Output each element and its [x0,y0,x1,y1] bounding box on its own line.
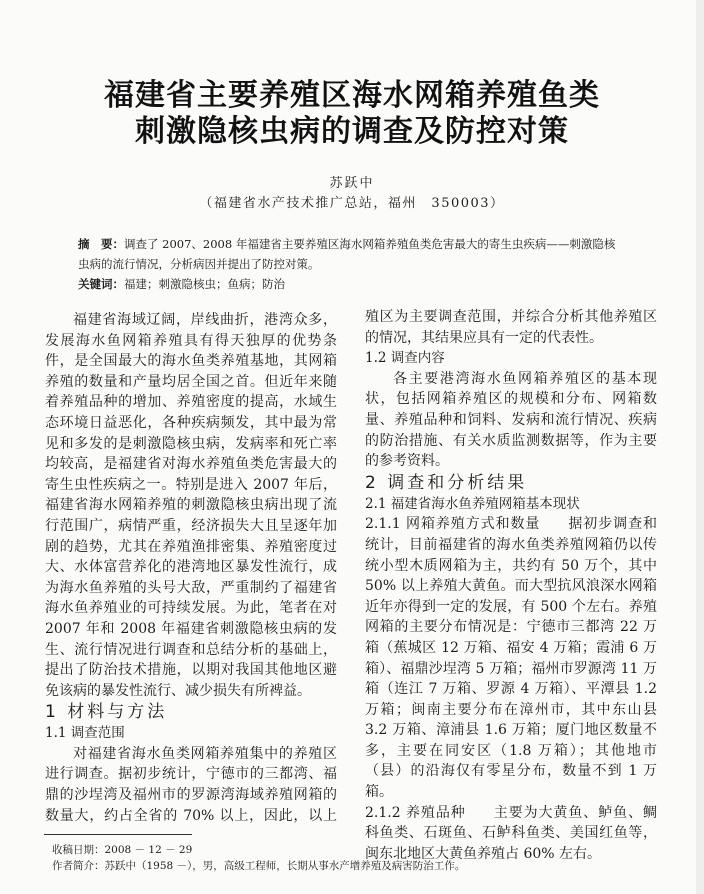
section-1-2-heading: 1.2 调查内容 [365,350,445,367]
section-2-1-heading: 2.1 福建省海水鱼养殖网箱基本现状 [365,495,580,512]
section-2-1-1-paragraph [365,514,657,802]
right-column [365,307,657,864]
abstract-text-1: 调查了 2007、2008 年福建省主要养殖区海水网箱养殖鱼类危害最大的寄生虫疾病——刺激隐核 [124,237,616,251]
section-2-1-1-label: 2.1.1 网箱养殖方式和数量 [365,516,541,533]
abstract-line-1 [78,234,638,254]
left-column [45,310,337,826]
footnote-divider [44,834,192,835]
section-1-1-text: 对福建省海水鱼类网箱养殖集中的养殖区进行调查。据初步统计，宁德市的三都湾、福鼎的沙埕湾及福州市的罗源湾海域养殖网箱的数量大，约占全省的 70% 以上，因此，以上 [45,745,337,824]
author-name: 苏跃中 [329,176,375,191]
abstract-label: 摘 要： [78,237,124,251]
footnote-received-date: 收稿日期：2008 － 12 － 29 [52,844,193,856]
title-line-1: 福建省主要养殖区海水网箱养殖鱼类 [104,78,600,113]
section-2-heading: 2 调查和分析结果 [365,472,528,493]
abstract-line-2 [78,254,638,274]
abstract-text-2: 虫病的流行情况，分析病因并提出了防控对策。 [78,257,320,271]
keywords-text: 福建；刺激隐核虫；鱼病；防治 [124,277,285,291]
section-2-1-2-label: 2.1.2 养殖品种 [365,804,466,821]
section-2-1-1-text: 据初步调查和统计，目前福建省的海水鱼类养殖网箱仍以传统小型木质网箱为主，共约有 50 万个，其中 50% 以上养殖大黄鱼。而大型抗风浪深水网箱近年亦得到一定的发展，有 500 个左右。养殖网箱的主要分布情况是：宁德市三都湾 22 万箱（蕉城区 12 万箱、福安 4 万箱；霞浦 6 万箱）、福鼎沙埕湾 5 万箱；福州市罗源湾 11 万箱（连江 7 万箱、罗源 4 万箱）、平潭县 1.2 万箱；闽南主要分布在漳州市，其中东山县 3.2 万箱、漳浦县 1.6 万箱；厦门地区数量不多，主要在同安区（1.8 万箱）；其他地市（县）的沿海仅有零星分布，数量不到 1 万箱。 [365,516,657,801]
keywords-label: 关键词： [78,277,124,291]
section-1-1-heading: 1.1 调查范围 [45,725,125,742]
title-line-2: 刺激隐核虫病的调查及防控对策 [135,114,569,149]
keywords-line [78,274,638,294]
section-2-1-2-paragraph [365,803,657,865]
section-1-2-text: 各主要港湾海水鱼网箱养殖区的基本现状，包括网箱养殖区的规模和分布、网箱数量、养殖品种和饲料、发病和流行情况、疾病的防治措施、有关水质监测数据等，作为主要的参考资料。 [365,370,657,470]
section-2-1-2-text: 主要为大黄鱼、鲈鱼、鲷科鱼类、石斑鱼、石鲈科鱼类、美国红鱼等，闽东北地区大黄鱼养殖占 60% 左右。 [365,804,657,862]
author-affiliation: （福建省水产技术推广总站，福州 350003） [199,196,505,211]
intro-paragraph: 福建省海域辽阔，岸线曲折，港湾众多，发展海水鱼网箱养殖具有得天独厚的优势条件，是全国最大的海水鱼类养殖基地，其网箱养殖的数量和产量均居全国之首。但近年来随着养殖品种的增加、养殖密度的提高，水域生态环境日益恶化，各种疾病频发，其中最为常见和多发的是刺激隐核虫病，发病率和死亡率均较高，是福建省对海水养殖鱼类危害最大的寄生虫性疾病之一。特别是进入 2007 年后，福建省海水网箱养殖的刺激隐核虫病出现了流行范围广，病情严重，经济损失大且呈逐年加剧的趋势，尤其在养殖渔排密集、养殖密度过大、水体富营养化的港湾地区暴发性流行，成为海水鱼养殖的头号大敌，严重制约了福建省海水鱼养殖业的可持续发展。为此，笔者在对 2007 年和 2008 年福建省刺激隐核虫病的发生、流行情况进行调查和总结分析的基础上，提出了防治技术措施，以期对我国其他地区避免该病的暴发性流行、减少损失有所裨益。 [45,312,337,699]
section-1-heading: 1 材料与方法 [45,702,168,723]
section-1-1-text-continued: 殖区为主要调查范围，并综合分析其他养殖区的情况，其结果应具有一定的代表性。 [365,309,657,346]
footnote-author-bio: 作者简介：苏跃中（1958 －），男，高级工程师，长期从事水产增养殖及病害防治工作。 [52,860,466,872]
